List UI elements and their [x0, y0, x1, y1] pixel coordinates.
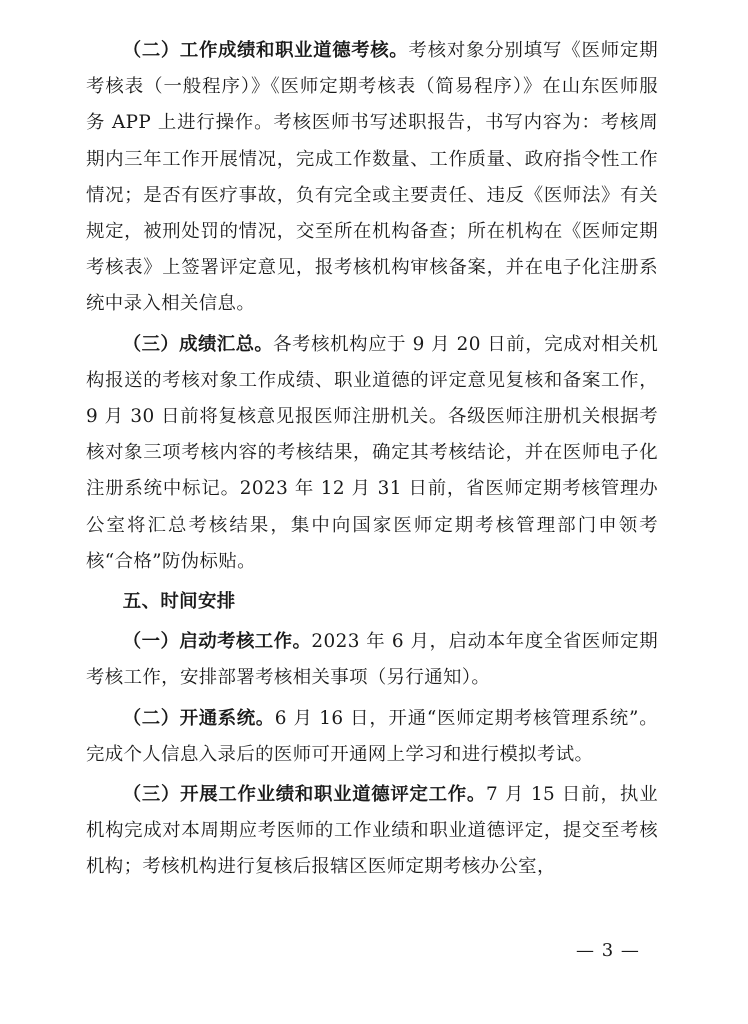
schedule-item-lead: （三）开展工作业绩和职业道德评定工作。 [122, 784, 486, 806]
paragraph-text: 各考核机构应于 9 月 20 日前，完成对相关机构报送的考核对象工作成绩、职业道德的评定意见复核和备案工作，9 月 30 日前将复核意见报医师注册机关。各级医师注册机关根据考核对象三项考核内容的考核结果，确定其考核结论，并在医师电子化注册系统中标记。2023 年 12 月 31 日前，省医师定期考核管理办公室将汇总考核结果，集中向国家医师定期考核管理部门申领考核“合格”防伪标贴。 [86, 333, 658, 572]
section-heading-schedule: 五、时间安排 [122, 591, 236, 613]
document-body [86, 33, 658, 890]
schedule-item-lead: （一）启动考核工作。 [122, 631, 312, 653]
page-number: — 3 — [576, 940, 640, 961]
schedule-item-start [86, 624, 658, 696]
paragraph-results-summary [86, 327, 658, 580]
paragraph-work-performance-assessment [86, 33, 658, 323]
schedule-item-text: 2023 年 6 月，启动本年度全省医师定期考核工作，安排部署考核相关事项（另行通知）。 [86, 631, 658, 689]
paragraph-text: 考核对象分别填写《医师定期考核表（一般程序）》《医师定期考核表（简易程序）》在山东医师服务 APP 上进行操作。考核医师书写述职报告，书写内容为：考核周期内三年工作开展情况，完成工作数量、工作质量、政府指令性工作情况；是否有医疗事故，负有完全或主要责任、违反《医师法》有关规定，被刑处罚的情况，交至所在机构备查；所在机构在《医师定期考核表》上签署评定意见，报考核机构审核备案，并在电子化注册系统中录入相关信息。 [86, 40, 658, 315]
paragraph-lead: （二）工作成绩和职业道德考核。 [122, 40, 409, 61]
schedule-item-evaluation [86, 777, 658, 886]
schedule-item-text: 6 月 16 日，开通“医师定期考核管理系统”。完成个人信息入录后的医师可开通网上学习和进行模拟考试。 [86, 707, 658, 765]
paragraph-lead: （三）成绩汇总。 [122, 333, 274, 355]
schedule-item-system [86, 701, 658, 773]
schedule-item-lead: （二）开通系统。 [122, 707, 275, 729]
schedule-item-text: 7 月 15 日前，执业机构完成对本周期应考医师的工作业绩和职业道德评定，提交至考核机构；考核机构进行复核后报辖区医师定期考核办公室， [86, 784, 658, 878]
